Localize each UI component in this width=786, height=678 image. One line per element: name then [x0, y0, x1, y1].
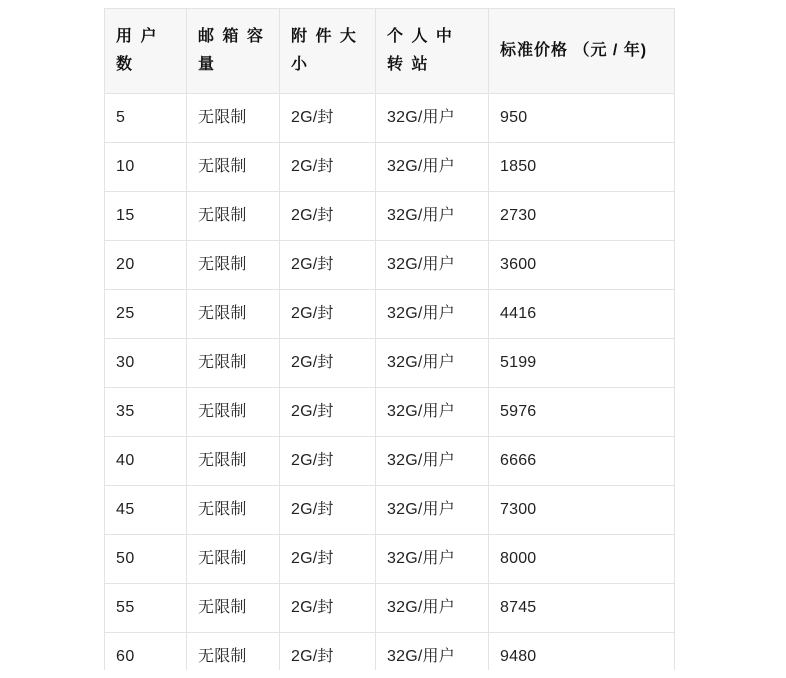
- cell-user-count: 30: [105, 339, 187, 388]
- cell-attachment-size: 2G/封: [280, 94, 376, 143]
- cell-personal-transfer-station: 32G/用户: [376, 192, 489, 241]
- cell-mailbox-capacity: 无限制: [187, 290, 280, 339]
- cell-user-count: 55: [105, 584, 187, 633]
- cell-user-count: 50: [105, 535, 187, 584]
- cell-personal-transfer-station: 32G/用户: [376, 437, 489, 486]
- page-bottom-mask: [0, 670, 786, 678]
- cell-standard-price: 5199: [489, 339, 675, 388]
- cell-personal-transfer-station: 32G/用户: [376, 633, 489, 678]
- cell-standard-price: 3600: [489, 241, 675, 290]
- table-header-row: [105, 9, 675, 94]
- cell-standard-price: 4416: [489, 290, 675, 339]
- table-row: [105, 437, 675, 486]
- cell-user-count: 35: [105, 388, 187, 437]
- table-header: [105, 9, 675, 94]
- cell-personal-transfer-station: 32G/用户: [376, 535, 489, 584]
- cell-standard-price: 8745: [489, 584, 675, 633]
- cell-personal-transfer-station: 32G/用户: [376, 241, 489, 290]
- cell-standard-price: 950: [489, 94, 675, 143]
- table-body: [105, 94, 675, 678]
- cell-standard-price: 5976: [489, 388, 675, 437]
- column-header-attachment-size: 附 件 大 小: [280, 9, 376, 94]
- pricing-table-container: [104, 8, 674, 678]
- table-row: [105, 143, 675, 192]
- table-row: [105, 535, 675, 584]
- cell-attachment-size: 2G/封: [280, 241, 376, 290]
- cell-mailbox-capacity: 无限制: [187, 241, 280, 290]
- cell-attachment-size: 2G/封: [280, 535, 376, 584]
- table-row: [105, 290, 675, 339]
- cell-user-count: 15: [105, 192, 187, 241]
- cell-mailbox-capacity: 无限制: [187, 437, 280, 486]
- column-header-standard-price: 标准价格 （元 / 年): [489, 9, 675, 94]
- cell-mailbox-capacity: 无限制: [187, 94, 280, 143]
- cell-standard-price: 6666: [489, 437, 675, 486]
- cell-user-count: 10: [105, 143, 187, 192]
- cell-personal-transfer-station: 32G/用户: [376, 94, 489, 143]
- table-row: [105, 94, 675, 143]
- cell-attachment-size: 2G/封: [280, 143, 376, 192]
- cell-attachment-size: 2G/封: [280, 437, 376, 486]
- cell-attachment-size: 2G/封: [280, 388, 376, 437]
- pricing-table: [104, 8, 675, 678]
- cell-standard-price: 9480: [489, 633, 675, 678]
- cell-user-count: 40: [105, 437, 187, 486]
- table-row: [105, 339, 675, 388]
- cell-mailbox-capacity: 无限制: [187, 388, 280, 437]
- cell-standard-price: 2730: [489, 192, 675, 241]
- cell-standard-price: 1850: [489, 143, 675, 192]
- cell-attachment-size: 2G/封: [280, 192, 376, 241]
- table-row: [105, 388, 675, 437]
- cell-user-count: 5: [105, 94, 187, 143]
- cell-mailbox-capacity: 无限制: [187, 192, 280, 241]
- column-header-personal-transfer-station: 个 人 中 转 站: [376, 9, 489, 94]
- cell-standard-price: 7300: [489, 486, 675, 535]
- column-header-user-count: 用 户 数: [105, 9, 187, 94]
- cell-personal-transfer-station: 32G/用户: [376, 584, 489, 633]
- cell-mailbox-capacity: 无限制: [187, 535, 280, 584]
- cell-attachment-size: 2G/封: [280, 486, 376, 535]
- cell-personal-transfer-station: 32G/用户: [376, 339, 489, 388]
- cell-user-count: 20: [105, 241, 187, 290]
- cell-user-count: 25: [105, 290, 187, 339]
- cell-user-count: 60: [105, 633, 187, 678]
- table-row: [105, 241, 675, 290]
- cell-user-count: 45: [105, 486, 187, 535]
- cell-attachment-size: 2G/封: [280, 633, 376, 678]
- cell-mailbox-capacity: 无限制: [187, 633, 280, 678]
- cell-mailbox-capacity: 无限制: [187, 143, 280, 192]
- table-row: [105, 486, 675, 535]
- cell-mailbox-capacity: 无限制: [187, 486, 280, 535]
- column-header-mailbox-capacity: 邮 箱 容 量: [187, 9, 280, 94]
- cell-attachment-size: 2G/封: [280, 584, 376, 633]
- cell-personal-transfer-station: 32G/用户: [376, 486, 489, 535]
- table-row: [105, 192, 675, 241]
- cell-personal-transfer-station: 32G/用户: [376, 388, 489, 437]
- cell-personal-transfer-station: 32G/用户: [376, 290, 489, 339]
- table-row: [105, 584, 675, 633]
- cell-mailbox-capacity: 无限制: [187, 339, 280, 388]
- cell-attachment-size: 2G/封: [280, 339, 376, 388]
- cell-personal-transfer-station: 32G/用户: [376, 143, 489, 192]
- cell-mailbox-capacity: 无限制: [187, 584, 280, 633]
- cell-attachment-size: 2G/封: [280, 290, 376, 339]
- cell-standard-price: 8000: [489, 535, 675, 584]
